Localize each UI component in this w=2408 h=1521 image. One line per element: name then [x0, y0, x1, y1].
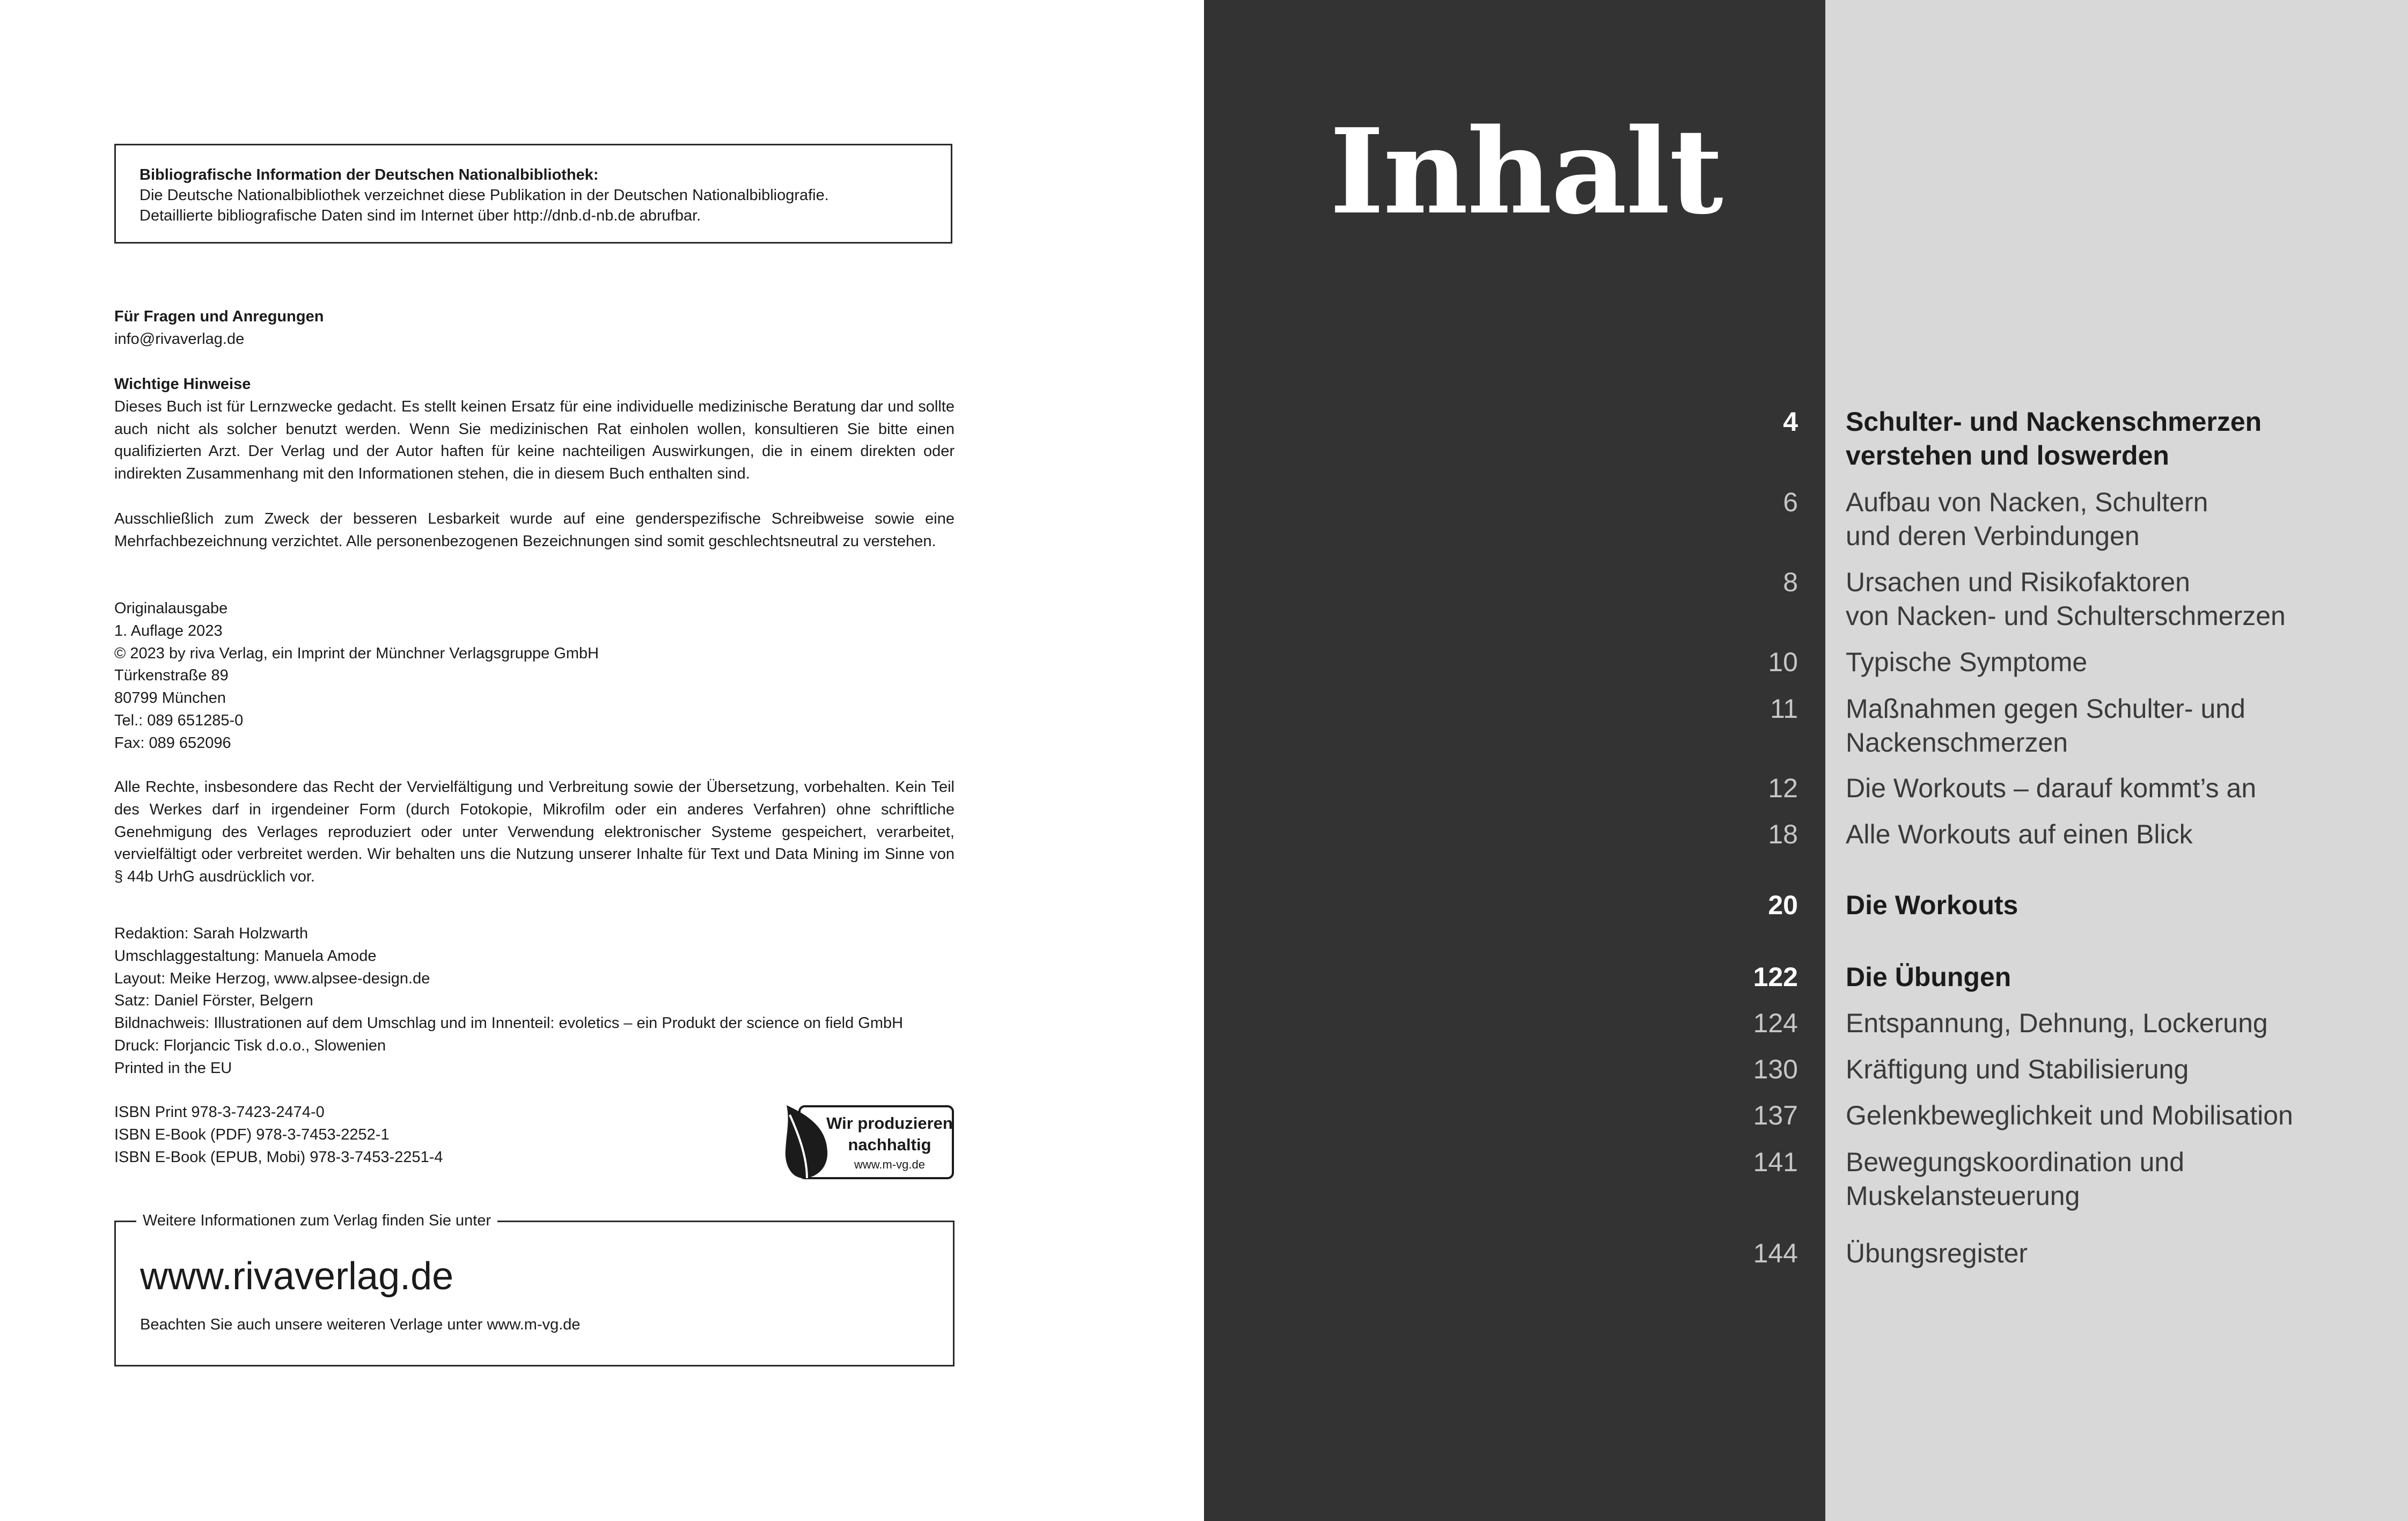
toc-entry-title[interactable] — [1846, 960, 2388, 994]
toc-entry-line: Schulter- und Nackenschmerzen — [1846, 407, 2262, 437]
toc-page-number[interactable]: 6 — [1783, 487, 1798, 517]
notes-text: Dieses Buch ist für Lernzwecke gedacht. Es stellt keinen Ersatz für eine individuelle medizinische Beratung dar und sollte auch nicht als solcher benutzt werden. Wenn Sie medizinischen Rat einholen wollen, konsultieren Sie bitte einen qualifizierten Arzt. Der Verlag und der Autor haften für keine nachteiligen Auswirkungen, die in einem direkten oder indirekten Zusammenhang mit den Informationen stehen, die in diesem Buch enthalten sind. — [114, 398, 955, 483]
toc-entry-title[interactable] — [1846, 1237, 2388, 1270]
toc-page-number[interactable]: 8 — [1783, 567, 1798, 597]
publisher-line: 80799 München — [114, 689, 226, 707]
gender-note-block — [114, 508, 955, 553]
toc-entry-line: Die Übungen — [1846, 962, 2011, 992]
toc-entry-line: Entspannung, Dehnung, Lockerung — [1846, 1008, 2268, 1038]
badge-url: www.m-vg.de — [854, 1158, 926, 1171]
more-publishers-note: Beachten Sie auch unsere weiteren Verlage unter www.m-vg.de — [140, 1316, 581, 1333]
contact-email: info@rivaverlag.de — [114, 330, 245, 348]
toc-entry-line: Maßnahmen gegen Schulter- und — [1846, 694, 2245, 724]
toc-entry-title[interactable] — [1846, 692, 2388, 760]
publisher-line: Originalausgabe — [114, 600, 228, 617]
toc-entry-title[interactable] — [1846, 1053, 2388, 1086]
toc-page-number[interactable]: 18 — [1768, 819, 1798, 849]
toc-entry-line: Typische Symptome — [1846, 647, 2088, 677]
questions-block — [114, 306, 955, 351]
sustainability-badge — [783, 1104, 955, 1180]
publisher-line: 1. Auflage 2023 — [114, 622, 223, 640]
questions-heading: Für Fragen und Anregungen — [114, 308, 324, 325]
toc-entry-title[interactable] — [1846, 565, 2388, 633]
toc-entry-title[interactable] — [1846, 818, 2388, 851]
credit-line: Bildnachweis: Illustrationen auf dem Umschlag und im Innenteil: evoletics – ein Produkt der science on field GmbH — [114, 1015, 904, 1032]
credit-line: Umschlaggestaltung: Manuela Amode — [114, 947, 377, 965]
toc-page-number[interactable]: 10 — [1768, 647, 1798, 677]
toc-entry-title[interactable] — [1846, 1145, 2388, 1213]
bib-line-2: Detaillierte bibliografische Daten sind im Internet über http://dnb.d-nb.de abrufbar. — [140, 207, 701, 224]
toc-entry-line: Die Workouts — [1846, 890, 2018, 920]
toc-page-number[interactable]: 130 — [1753, 1054, 1798, 1084]
publisher-line: © 2023 by riva Verlag, ein Imprint der Münchner Verlagsgruppe GmbH — [114, 644, 599, 662]
isbn-block — [114, 1101, 758, 1169]
toc-entry-title[interactable] — [1846, 486, 2388, 553]
toc-page-number[interactable]: 11 — [1770, 694, 1798, 724]
important-notes-block — [114, 373, 955, 486]
credit-line: Satz: Daniel Förster, Belgern — [114, 992, 313, 1010]
website-link[interactable]: www.rivaverlag.de — [140, 1255, 454, 1298]
toc-entry-line: Ursachen und Risikofaktoren — [1846, 567, 2190, 597]
toc-entry-line: Alle Workouts auf einen Blick — [1846, 819, 2193, 849]
toc-entry-line: Kräftigung und Stabilisierung — [1846, 1054, 2189, 1084]
contents-title: Inhalt — [1330, 103, 1722, 240]
rights-block — [114, 776, 955, 888]
bib-line-1: Die Deutsche Nationalbibliothek verzeichnet diese Publikation in der Deutschen Nationalbibliografie. — [140, 187, 829, 204]
badge-line-1: Wir produzieren — [826, 1114, 953, 1133]
toc-entry-line: Die Workouts – darauf kommt’s an — [1846, 773, 2257, 803]
rights-text: Alle Rechte, insbesondere das Recht der Vervielfältigung und Verbreitung sowie der Übersetzung, vorbehalten. Kein Teil des Werkes darf in irgendeiner Form (durch Fotokopie, Mikrofilm oder ein anderes Verfahren) ohne schriftliche Genehmigung des Verlages reproduziert oder unter Verwendung elektronischer Systeme gespeichert, verarbeitet, vervielfältigt oder verbreitet werden. Wir behalten uns die Nutzung unserer Inhalte für Text und Data Mining im Sinne von § 44b UrhG ausdrücklich vor. — [114, 778, 955, 886]
toc-entry-line: von Nacken- und Schulterschmerzen — [1846, 601, 2286, 631]
toc-entry-title[interactable] — [1846, 1006, 2388, 1040]
toc-entry-line: Bewegungskoordination und — [1846, 1147, 2185, 1177]
toc-page-number[interactable]: 122 — [1753, 962, 1798, 992]
toc-entry-title[interactable] — [1846, 405, 2388, 473]
publisher-line: Türkenstraße 89 — [114, 667, 229, 685]
credit-line: Redaktion: Sarah Holzwarth — [114, 925, 309, 942]
toc-page-number[interactable]: 20 — [1768, 890, 1798, 920]
toc-entry-title[interactable] — [1846, 1099, 2388, 1133]
credit-line: Druck: Florjancic Tisk d.o.o., Slowenien — [114, 1037, 386, 1054]
credit-line: Printed in the EU — [114, 1059, 232, 1077]
toc-entry-line: Muskelansteuerung — [1846, 1181, 2080, 1211]
toc-entry-title[interactable] — [1846, 645, 2388, 679]
contents-grey-panel — [1825, 0, 2408, 1521]
toc-entry-line: Übungsregister — [1846, 1238, 2028, 1268]
toc-entry-title[interactable] — [1846, 888, 2388, 922]
toc-page-number[interactable]: 141 — [1753, 1147, 1798, 1177]
publisher-block — [114, 598, 955, 755]
toc-page-number[interactable]: 12 — [1768, 773, 1798, 803]
isbn-line: ISBN E-Book (PDF) 978-3-7453-2252-1 — [114, 1126, 390, 1143]
toc-entry-line: Nackenschmerzen — [1846, 728, 2068, 758]
bib-heading: Bibliografische Information der Deutschen Nationalbibliothek: — [140, 166, 599, 183]
toc-entry-line: Aufbau von Nacken, Schultern — [1846, 487, 2208, 517]
toc-page-number[interactable]: 144 — [1753, 1238, 1798, 1268]
toc-page-number[interactable]: 137 — [1753, 1100, 1798, 1130]
credit-line: Layout: Meike Herzog, www.alpsee-design.de — [114, 969, 430, 987]
gender-note-text: Ausschließlich zum Zweck der besseren Lesbarkeit wurde auf eine genderspezifische Schreibweise sowie eine Mehrfachbezeichnung verzichtet. Alle personenbezogenen Bezeichnungen sind somit geschlechtsneutral zu verstehen. — [114, 510, 955, 550]
publisher-line: Tel.: 089 651285-0 — [114, 711, 244, 729]
publisher-line: Fax: 089 652096 — [114, 734, 231, 752]
toc-entry-title[interactable] — [1846, 771, 2388, 805]
toc-entry-line: und deren Verbindungen — [1846, 521, 2140, 551]
toc-entry-line: Gelenkbeweglichkeit und Mobilisation — [1846, 1100, 2293, 1130]
more-info-box — [114, 1212, 955, 1366]
toc-page-number[interactable]: 124 — [1753, 1008, 1798, 1038]
toc-page-number[interactable]: 4 — [1783, 407, 1798, 437]
isbn-line: ISBN E-Book (EPUB, Mobi) 978-3-7453-2251-4 — [114, 1148, 443, 1166]
more-info-legend: Weitere Informationen zum Verlag finden Sie unter — [136, 1209, 497, 1232]
toc-entry-line: verstehen und loswerden — [1846, 440, 2169, 471]
notes-heading: Wichtige Hinweise — [114, 376, 251, 393]
bibliographic-info-box — [114, 144, 952, 244]
badge-line-2: nachhaltig — [848, 1135, 931, 1154]
isbn-line: ISBN Print 978-3-7423-2474-0 — [114, 1104, 325, 1121]
credits-block — [114, 923, 955, 1080]
